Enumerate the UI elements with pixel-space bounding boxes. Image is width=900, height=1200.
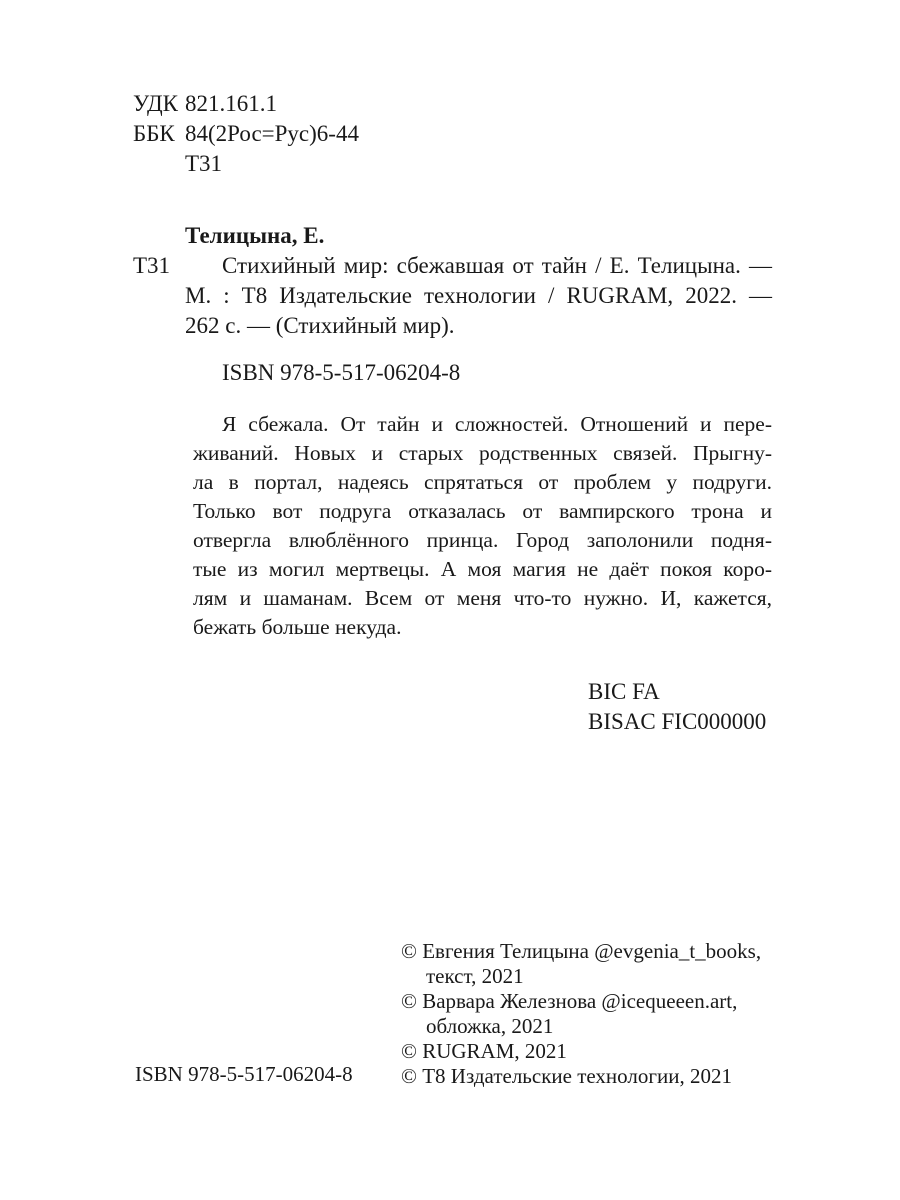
annotation-line: ла в портал, надеясь спрятаться от проблем у подруги. xyxy=(193,470,772,494)
udk-row xyxy=(133,89,359,119)
subject-codes xyxy=(588,677,766,737)
author-heading: Телицына, Е. xyxy=(185,223,325,248)
annotation-line: отвергла влюблённого принца. Город заполонили подня- xyxy=(193,528,772,552)
udk-value: 821.161.1 xyxy=(185,91,277,116)
bbk-label: ББК xyxy=(133,121,175,146)
copyright-line: © RUGRAM, 2021 xyxy=(401,1039,567,1063)
annotation-line: тые из могил мертвецы. А моя магия не даёт покоя коро- xyxy=(193,557,772,581)
bib-line: М. : Т8 Издательские технологии / RUGRAM, 2022. — xyxy=(185,283,772,308)
annotation-line: лям и шаманам. Всем от меня что-то нужно. И, кажется, xyxy=(193,586,772,610)
copyright-line: текст, 2021 xyxy=(426,964,524,988)
annotation-line: живаний. Новых и старых родственных связей. Прыгну- xyxy=(193,441,772,465)
classification-block xyxy=(133,89,359,179)
author-sign-row xyxy=(133,149,359,179)
copyright-line: © Т8 Издательские технологии, 2021 xyxy=(401,1064,732,1088)
author-sign-spacer xyxy=(133,149,185,179)
copyright-block xyxy=(401,939,761,1089)
copyright-line: обложка, 2021 xyxy=(426,1014,554,1038)
annotation-paragraph xyxy=(193,410,772,642)
annotation-line: Только вот подруга отказалась от вампирского трона и xyxy=(193,499,772,523)
udk-label: УДК xyxy=(133,91,178,116)
bib-line: Стихийный мир: сбежавшая от тайн / Е. Телицына. — xyxy=(222,253,772,278)
author-sign-value: Т31 xyxy=(185,151,223,176)
copyright-line: © Евгения Телицына @evgenia_t_books, xyxy=(401,939,762,963)
annotation-line: Я сбежала. От тайн и сложностей. Отношений и пере- xyxy=(222,412,772,436)
isbn-mid: ISBN 978-5-517-06204-8 xyxy=(222,360,461,385)
bic-code: BIC FA xyxy=(588,679,660,704)
bisac-code: BISAC FIC000000 xyxy=(588,709,767,734)
bibliographic-description xyxy=(133,221,772,341)
bbk-row xyxy=(133,119,359,149)
annotation-line: бежать больше некуда. xyxy=(193,615,402,639)
copyright-line: © Варвара Железнова @icequeeen.art, xyxy=(401,989,738,1013)
isbn-bottom: ISBN 978-5-517-06204-8 xyxy=(135,1062,353,1086)
bib-line: 262 с. — (Стихийный мир). xyxy=(185,313,455,338)
bbk-value: 84(2Рос=Рус)6-44 xyxy=(185,121,359,146)
author-sign-margin: Т31 xyxy=(133,253,171,278)
